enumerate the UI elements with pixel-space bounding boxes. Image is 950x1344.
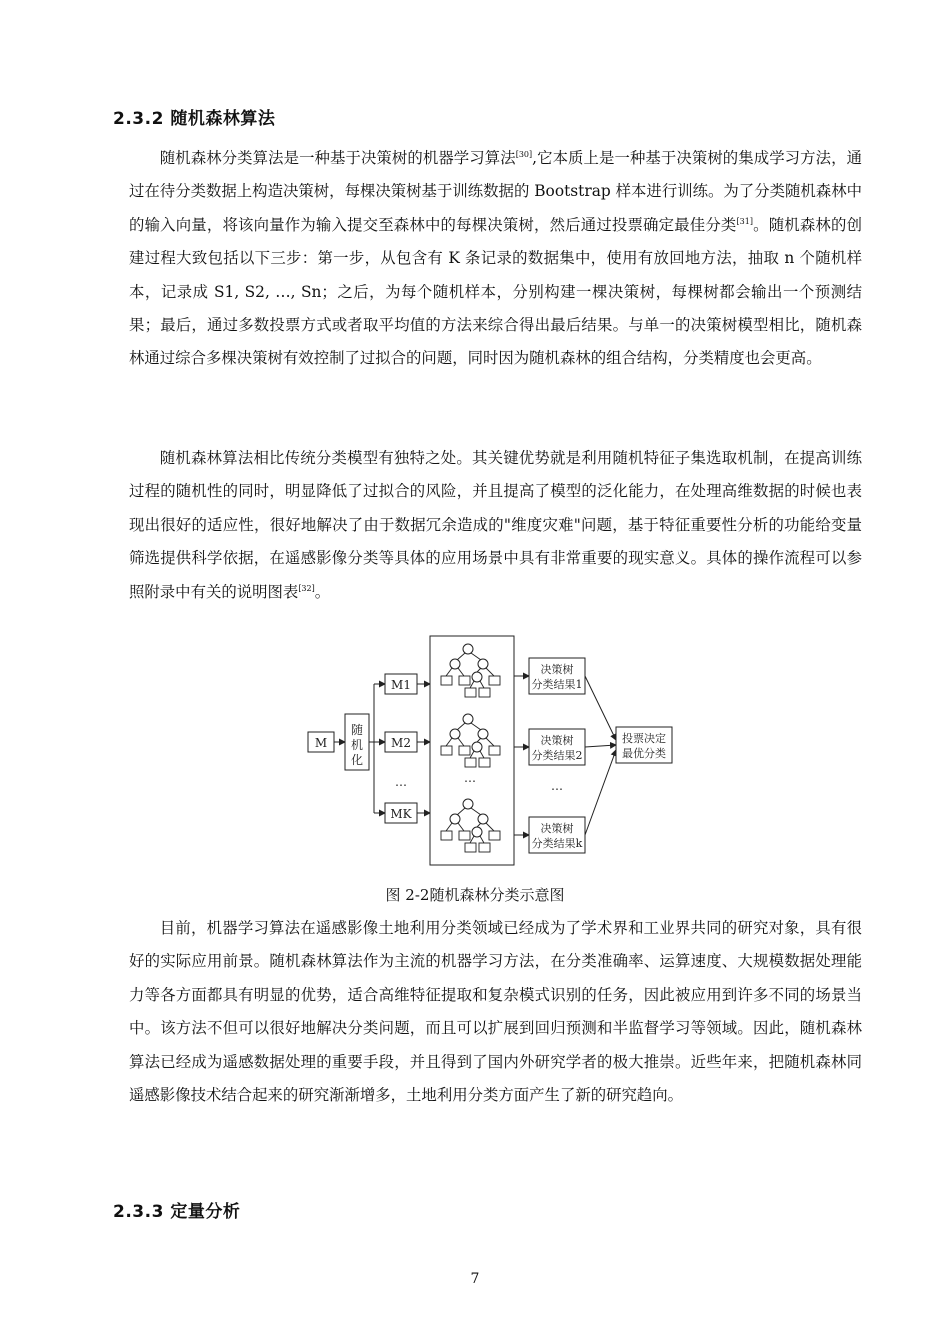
citation-32: [32] [298,583,315,593]
randomize-char-3: 化 [350,753,364,767]
paragraph-2-text-b: 。 [314,582,331,601]
citation-31: [31] [736,216,753,226]
section-heading-2-3-3: 2.3.3 定量分析 [113,1202,241,1222]
result-1-line-1: 决策树 [540,663,574,676]
random-forest-diagram [300,632,680,882]
tree-ellipsis: … [464,771,476,785]
vote-line-2: 最优分类 [622,747,666,760]
vote-line-1: 投票决定 [622,732,666,745]
section-heading-2-3-2: 2.3.2 随机森林算法 [113,109,276,129]
input-label: M [314,736,328,750]
paragraph-1 [129,142,862,376]
sample-label-mk: MK [390,807,412,821]
paragraph-1-text-c: 。随机森林的创建过程大致包括以下三步：第一步，从包含有 K 条记录的数据集中，使用有放回地方法，抽取 n 个随机样本，记录成 S1, S2, …, Sn；之后，为每个随机样本，分别构建一棵决策树，每棵树都会输出一个预测结果；最后，通过多数投票方式或者取平均值的方法来综合得出最后结果。与单一的决策树模型相比，随机森林通过综合多棵决策树有效控制了过拟合的问题，同时因为随机森林的组合结构，分类精度也会更高。 [129,215,862,368]
result-2-line-1: 决策树 [540,734,574,747]
sample-label-m2: M2 [391,736,411,750]
paragraph-2-text-a: 随机森林算法相比传统分类模型有独特之处。其关键优势就是利用随机特征子集选取机制，在提高训练过程的随机性的同时，明显降低了过拟合的风险，并且提高了模型的泛化能力，在处理高维数据的时候也表现出很好的适应性，很好地解决了由于数据冗余造成的"维度灾难"问题，基于特征重要性分析的功能给变量筛选提供科学依据，在遥感影像分类等具体的应用场景中具有非常重要的现实意义。具体的操作流程可以参照附录中有关的说明图表 [129,449,862,601]
result-ellipsis: … [551,779,563,793]
citation-30: [30] [515,150,533,159]
paragraph-3: 目前，机器学习算法在遥感影像土地利用分类领域已经成为了学术界和工业界共同的研究对象，具有很好的实际应用前景。随机森林算法作为主流的机器学习方法，在分类准确率、运算速度、大规模数据处理能力等各方面都具有明显的优势，适合高维特征提取和复杂模式识别的任务，因此被应用到许多不同的场景当中。该方法不但可以很好地解决分类问题，而且可以扩展到回归预测和半监督学习等领域。因此，随机森林算法已经成为遥感数据处理的重要手段，并且得到了国内外研究学者的极大推崇。近些年来，把随机森林同遥感影像技术结合起来的研究渐渐增多，土地利用分类方面产生了新的研究趋向。 [129,919,862,1105]
sample-ellipsis: … [395,775,407,789]
sample-label-m1: M1 [391,678,411,692]
page-number: 7 [470,1271,480,1287]
paragraph-2 [129,442,862,609]
result-k-line-2: 分类结果k [531,837,583,850]
figure-caption: 图 2-2随机森林分类示意图 [385,886,565,904]
randomize-char-2: 机 [350,738,364,752]
result-1-line-2: 分类结果1 [531,678,583,691]
paragraph-1-text-a: 随机森林分类算法是一种基于决策树的机器学习算法 [159,149,516,167]
result-k-line-1: 决策树 [540,822,574,835]
result-2-line-2: 分类结果2 [531,749,583,762]
paragraph-1-text-b: ,它本质上是一种基于决策树的集成学习方法，通过在待分类数据上构造决策树，每棵决策树基于训练数据的 Bootstrap 样本进行训练。为了分类随机森林中的输入向量，将该向量作为输入提交至森林中的每棵决策树，然后通过投票确定最佳分类 [129,149,862,234]
randomize-char-1: 随 [350,723,364,737]
